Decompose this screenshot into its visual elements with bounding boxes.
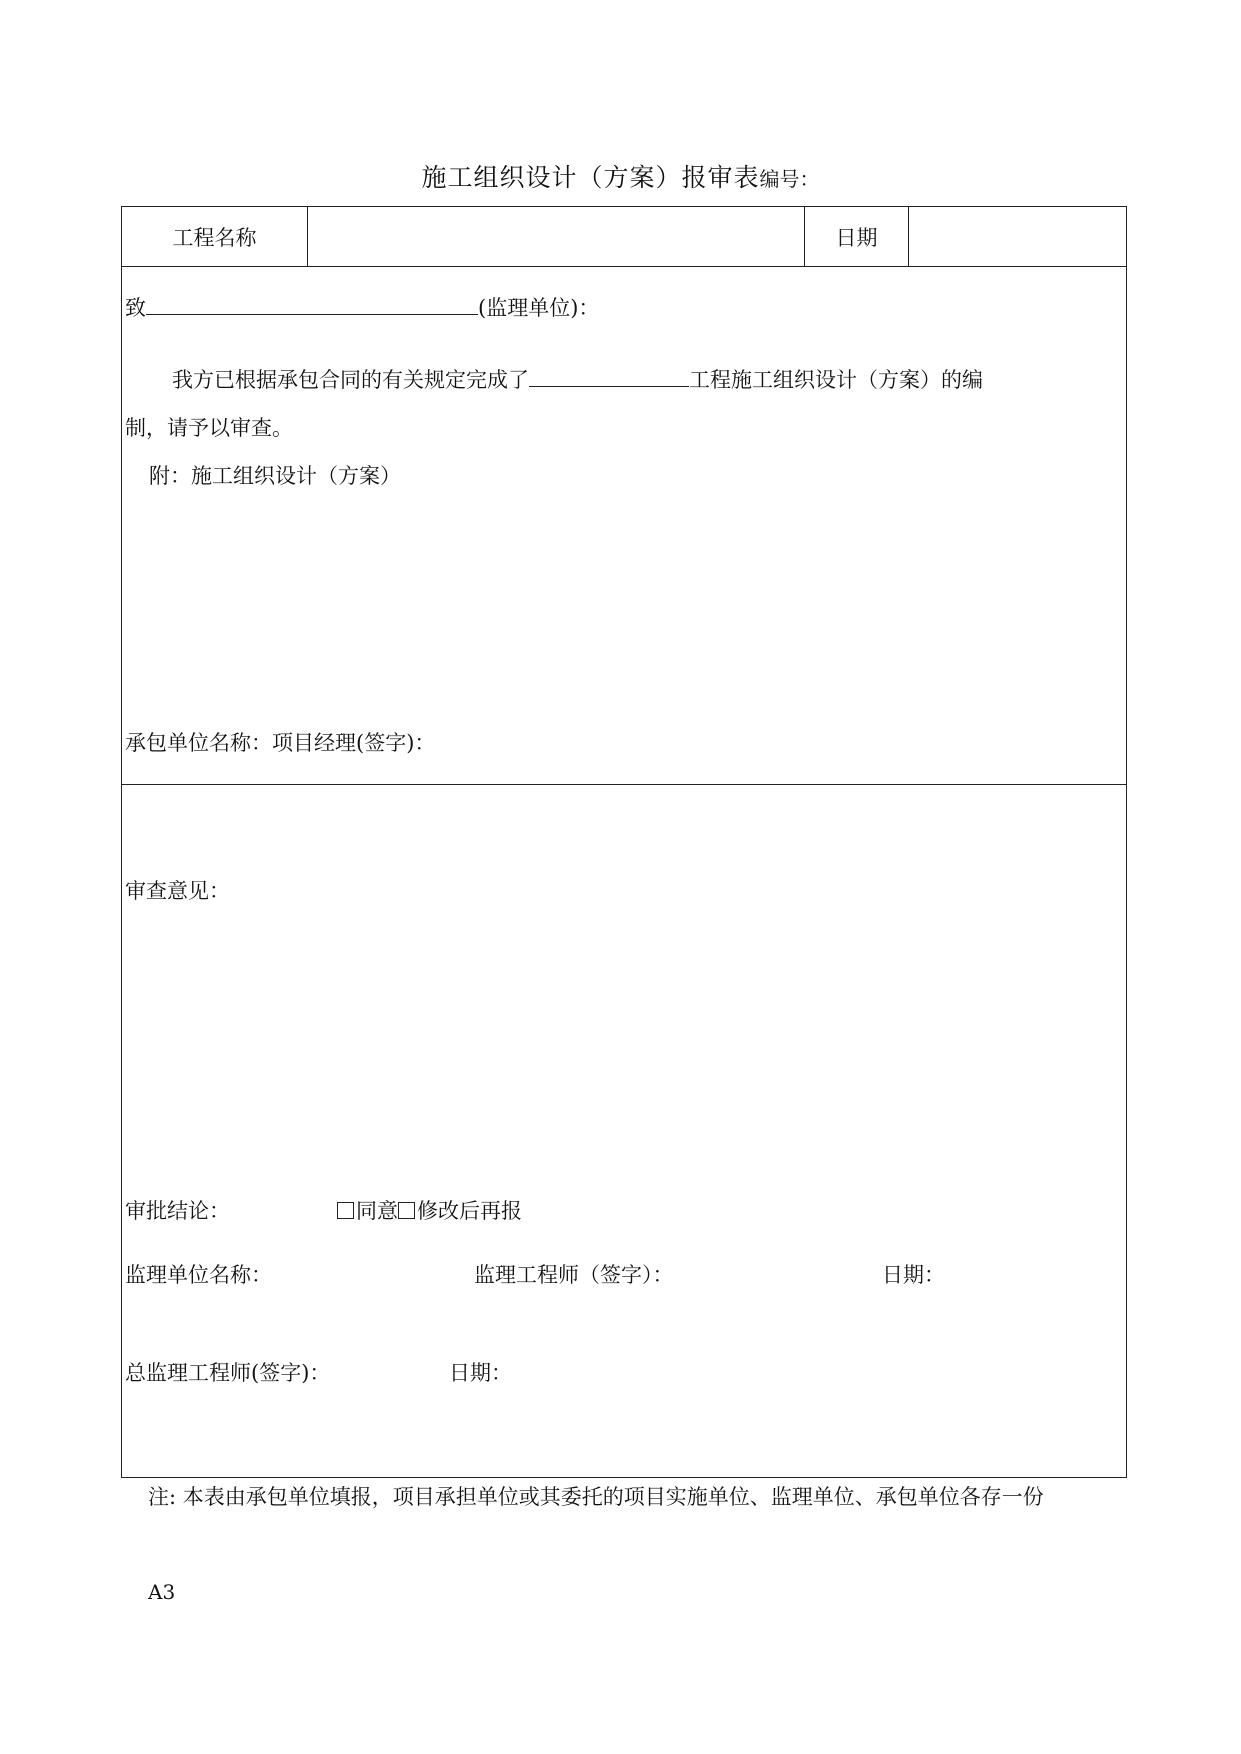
form-code: A3 xyxy=(148,1580,176,1604)
project-blank[interactable] xyxy=(529,368,689,387)
body-line xyxy=(172,364,983,394)
date-field[interactable] xyxy=(909,207,1126,266)
revise-label: 修改后再报 xyxy=(417,1199,522,1223)
review-opinion-label: 审查意见： xyxy=(125,879,230,903)
attachment-line: 附：施工组织设计（方案） xyxy=(149,464,401,488)
supervisor-engineer-label: 监理工程师（签字）： xyxy=(474,1263,674,1287)
form-title xyxy=(0,158,1241,194)
form-title-main: 施工组织设计（方案）报审表 xyxy=(421,163,760,192)
body-text-2: 工程施工组织设计（方案）的编 xyxy=(689,368,983,392)
form-number-label: 编号： xyxy=(759,167,820,191)
chief-engineer-label: 总监理工程师(签字)： xyxy=(125,1361,331,1385)
addressee-line xyxy=(125,292,599,322)
header-row xyxy=(122,207,1126,267)
chief-date-label: 日期： xyxy=(449,1361,512,1385)
supervisor-unit-label: 监理单位名称： xyxy=(125,1263,272,1287)
approval-options xyxy=(337,1195,522,1225)
contractor-signature-line: 承包单位名称：项目经理(签字)： xyxy=(125,731,436,755)
agree-checkbox[interactable] xyxy=(337,1202,354,1219)
body-text-1: 我方已根据承包合同的有关规定完成了 xyxy=(172,368,529,392)
body-line-2: 制，请予以审查。 xyxy=(125,416,293,440)
revise-checkbox[interactable] xyxy=(398,1202,415,1219)
addressee-prefix: 致 xyxy=(125,296,146,320)
approval-form xyxy=(121,206,1127,1478)
date-label: 日期 xyxy=(805,207,909,266)
approval-conclusion-label: 审批结论： xyxy=(125,1199,230,1223)
footnote: 注: 本表由承包单位填报，项目承担单位或其委托的项目实施单位、监理单位、承包单位各存一份 xyxy=(148,1485,1044,1509)
project-name-field[interactable] xyxy=(308,207,805,266)
project-name-label: 工程名称 xyxy=(122,207,308,266)
agree-label: 同意 xyxy=(356,1199,398,1223)
addressee-blank[interactable] xyxy=(146,296,478,315)
submission-section xyxy=(122,267,1126,785)
addressee-suffix: (监理单位)： xyxy=(478,296,600,320)
supervisor-date-label: 日期： xyxy=(882,1263,945,1287)
